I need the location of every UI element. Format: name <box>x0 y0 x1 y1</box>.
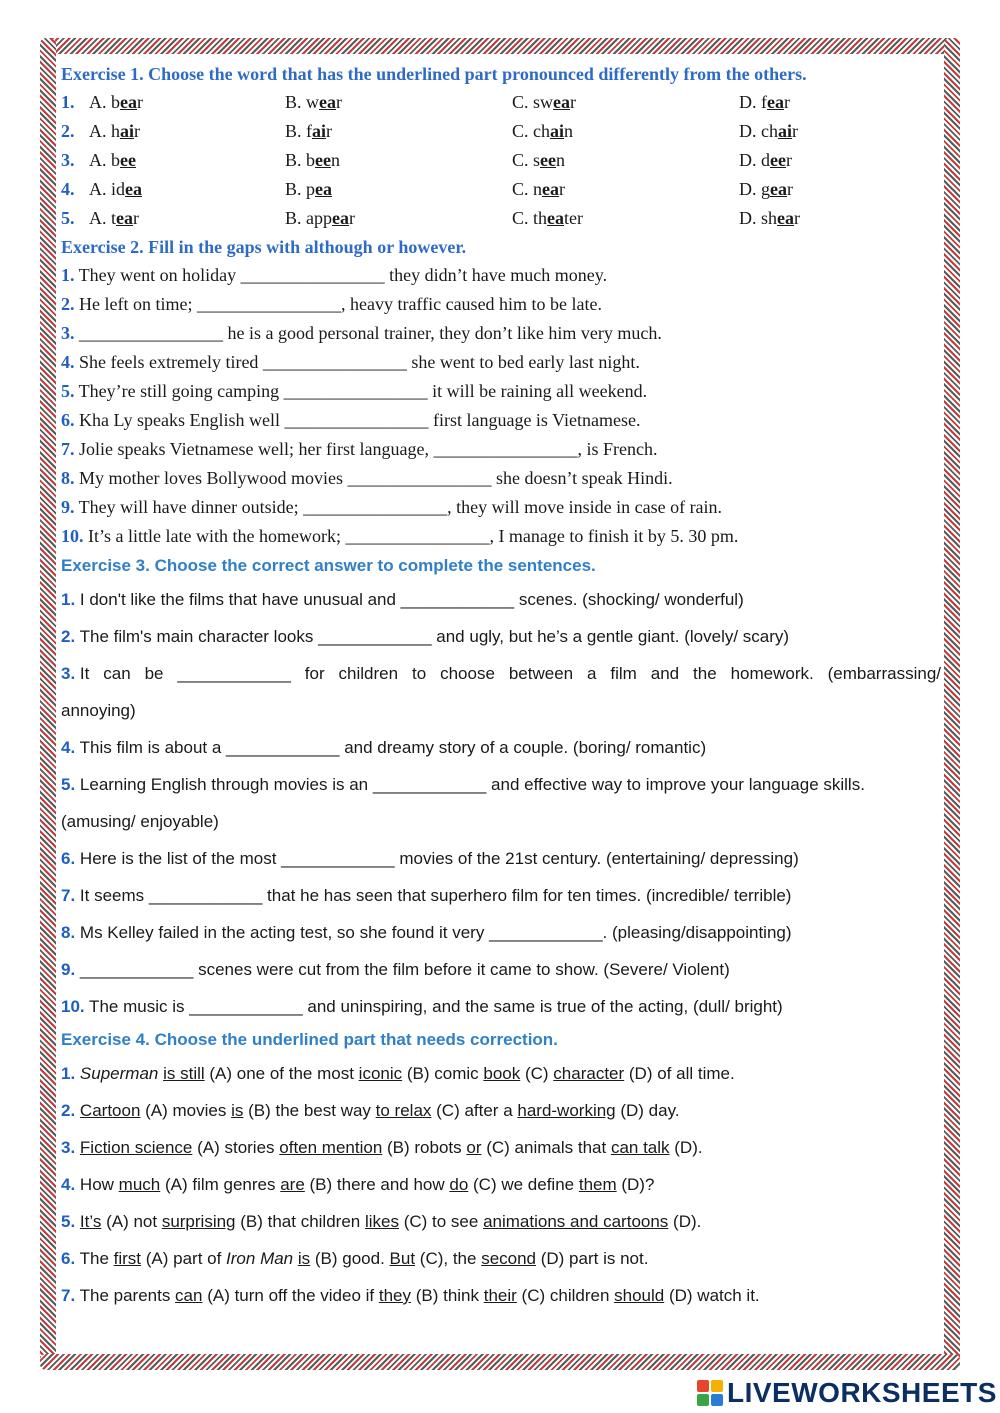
answer-option <box>512 88 739 117</box>
underlined-sound: ee <box>770 150 786 170</box>
underlined-sound: ea <box>767 92 784 112</box>
underlined-part: likes <box>364 1212 399 1231</box>
option-text: r <box>784 92 790 112</box>
underlined-part: their <box>483 1286 517 1305</box>
question-text: It seems ____________ that he has seen that superhero film for ten times. (incredible/ terrible) <box>75 886 792 905</box>
answer-option <box>285 117 512 146</box>
option-text: B. p <box>285 179 316 199</box>
underlined-sound: ea <box>777 208 795 228</box>
underlined-part: It’s <box>79 1212 102 1231</box>
exercise-2-row <box>61 406 941 435</box>
sentence-text: (C) animals that <box>481 1138 611 1157</box>
answer-option <box>739 117 919 146</box>
exercise-3-question <box>61 618 941 655</box>
underlined-sound: ea <box>315 179 333 199</box>
underlined-part: can <box>175 1286 203 1305</box>
sentence-text: (C) children <box>516 1286 615 1305</box>
sentence-text: (D) day. <box>615 1101 680 1120</box>
question-word: be <box>144 664 164 683</box>
sentence-text: (A) part of <box>141 1249 227 1268</box>
liveworksheets-logo <box>697 1378 997 1408</box>
question-number: 1. <box>61 590 76 609</box>
question-text: Jolie speaks Vietnamese well; her first language, ________________, is French. <box>74 439 658 459</box>
question-text: Here is the list of the most ____________ movies of the 21st century. (entertaining/ depressing) <box>75 849 799 868</box>
option-text: B. w <box>285 92 320 112</box>
option-text: B. f <box>285 121 312 141</box>
sentence-text: (A) turn off the video if <box>202 1286 379 1305</box>
question-text: Learning English through movies is an ____________ and effective way to improve your language skills. <box>75 775 865 794</box>
sentence-text: (A) movies <box>140 1101 232 1120</box>
underlined-sound: ee <box>315 150 331 170</box>
sentence-text: (C) <box>520 1064 554 1083</box>
sentence-text: (C), the <box>415 1249 482 1268</box>
exercise-4-list <box>61 1055 941 1314</box>
question-number: 10. <box>61 997 85 1016</box>
question-number: 9. <box>61 960 76 979</box>
underlined-sound: ee <box>540 150 556 170</box>
exercise-3-question <box>61 766 941 803</box>
answer-option <box>285 175 512 204</box>
sentence-text: (A) one of the most <box>204 1064 359 1083</box>
question-text: This film is about a ____________ and dreamy story of a couple. (boring/ romantic) <box>75 738 707 757</box>
exercise-3-question <box>61 988 941 1025</box>
underlined-part: animations and cartoons <box>483 1212 669 1231</box>
answer-option <box>285 204 512 233</box>
answer-option <box>739 146 919 175</box>
exercise-1-row <box>61 175 941 204</box>
question-text-continued: annoying) <box>61 701 136 720</box>
answer-option <box>89 204 285 233</box>
sentence-text: (B) there and how <box>304 1175 450 1194</box>
option-text: r <box>326 121 333 141</box>
sentence-text: (C) after a <box>431 1101 518 1120</box>
question-word: can <box>103 664 131 683</box>
underlined-part: surprising <box>161 1212 236 1231</box>
option-text: C. n <box>512 179 543 199</box>
sentence-text: (D)? <box>616 1175 655 1194</box>
question-word: 3. It <box>61 664 90 683</box>
underlined-sound: ea <box>542 179 560 199</box>
underlined-part: should <box>614 1286 665 1305</box>
answer-option <box>89 146 285 175</box>
exercise-3-question <box>61 840 941 877</box>
question-number: 2. <box>61 294 75 314</box>
question-number: 6. <box>61 1249 76 1268</box>
question-number: 7. <box>61 886 76 905</box>
sentence-text: (B) good. <box>310 1249 390 1268</box>
underlined-part: character <box>553 1064 625 1083</box>
sentence-text: (D). <box>669 1138 703 1157</box>
exercise-2-row <box>61 377 941 406</box>
logo-icon <box>697 1380 723 1406</box>
question-word: ____________ <box>177 664 291 683</box>
option-text: C. sw <box>512 92 554 112</box>
question-word: for <box>304 664 325 683</box>
question-word: to <box>412 664 427 683</box>
option-text: D. g <box>739 179 770 199</box>
exercise-2-row <box>61 522 941 551</box>
exercise-4-row <box>61 1203 941 1240</box>
question-number: 5. <box>61 381 75 401</box>
answer-option <box>89 117 285 146</box>
option-text: C. ch <box>512 121 550 141</box>
underlined-part: Cartoon <box>79 1101 141 1120</box>
question-number: 7. <box>61 1286 76 1305</box>
question-number: 4. <box>61 1175 76 1194</box>
decorative-border-right <box>944 38 960 1370</box>
underlined-part: iconic <box>358 1064 403 1083</box>
underlined-part: is still <box>163 1064 205 1083</box>
option-text: D. d <box>739 150 770 170</box>
option-text: r <box>137 92 143 112</box>
question-word: film <box>610 664 637 683</box>
underlined-part: Fiction science <box>79 1138 193 1157</box>
exercise-2-list <box>61 261 941 551</box>
sentence-text: (B) the best way <box>243 1101 376 1120</box>
exercise-2-row <box>61 261 941 290</box>
exercise-2-row <box>61 493 941 522</box>
option-text: B. b <box>285 150 316 170</box>
question-number: 1. <box>61 92 75 112</box>
sentence-text: (D) part is not. <box>536 1249 649 1268</box>
exercise-4-row <box>61 1055 941 1092</box>
underlined-part: hard-working <box>517 1101 616 1120</box>
underlined-part: is <box>231 1101 244 1120</box>
answer-option <box>512 204 739 233</box>
exercise-1-row <box>61 117 941 146</box>
answer-option <box>739 175 919 204</box>
question-text-continued: (amusing/ enjoyable) <box>61 812 219 831</box>
underlined-part: much <box>118 1175 161 1194</box>
option-text: r <box>336 92 343 112</box>
underlined-part: to relax <box>375 1101 432 1120</box>
underlined-sound: ea <box>547 208 565 228</box>
question-number: 1. <box>61 265 75 285</box>
question-number: 2. <box>61 121 75 141</box>
question-word: (embarrassing/ <box>827 664 941 683</box>
exercise-4-row <box>61 1240 941 1277</box>
underlined-sound: ea <box>120 92 137 112</box>
question-number: 5. <box>61 1212 76 1231</box>
question-number: 4. <box>61 179 75 199</box>
exercise-1-row <box>61 88 941 117</box>
option-text: A. b <box>89 150 120 170</box>
question-word: homework. <box>730 664 814 683</box>
underlined-part: or <box>466 1138 482 1157</box>
option-text: r <box>133 208 139 228</box>
answer-option <box>512 175 739 204</box>
underlined-part: them <box>578 1175 617 1194</box>
question-word: and <box>650 664 680 683</box>
question-text: The film's main character looks ____________ and ugly, but he’s a gentle giant. (lovely/ scary) <box>75 627 790 646</box>
question-text: He left on time; ________________, heavy traffic caused him to be late. <box>74 294 603 314</box>
exercise-2-row <box>61 435 941 464</box>
answer-option <box>285 146 512 175</box>
sentence-text: (A) not <box>101 1212 162 1231</box>
answer-option <box>285 88 512 117</box>
question-number: 8. <box>61 468 75 488</box>
option-text: r <box>349 208 355 228</box>
exercise-3-question <box>61 581 941 618</box>
underlined-sound: ea <box>116 208 133 228</box>
exercise-2-row <box>61 319 941 348</box>
question-word: choose <box>440 664 495 683</box>
underlined-part: But <box>389 1249 416 1268</box>
question-text: ________________ he is a good personal trainer, they don’t like him very much. <box>74 323 662 343</box>
question-number: 3. <box>61 150 75 170</box>
underlined-sound: ea <box>125 179 142 199</box>
exercise-3-title: Exercise 3. Choose the correct answer to complete the sentences. <box>61 556 596 575</box>
sentence-text: The <box>75 1249 114 1268</box>
exercise-1-list <box>61 88 941 233</box>
exercise-2-row <box>61 290 941 319</box>
underlined-sound: ea <box>770 179 787 199</box>
underlined-part: often mention <box>279 1138 383 1157</box>
option-text: D. sh <box>739 208 778 228</box>
sentence-text: (A) film genres <box>160 1175 281 1194</box>
exercise-1-row <box>61 146 941 175</box>
option-text: C. th <box>512 208 548 228</box>
decorative-border-bottom <box>40 1354 960 1370</box>
exercise-3-question <box>61 729 941 766</box>
underlined-sound: ai <box>312 121 327 141</box>
question-number: 1. <box>61 1064 76 1083</box>
sentence-text: (D) of all time. <box>624 1064 735 1083</box>
question-number: 3. <box>61 1138 76 1157</box>
underlined-part: book <box>483 1064 521 1083</box>
question-word: children <box>338 664 399 683</box>
option-text: A. t <box>89 208 116 228</box>
exercise-1-title: Exercise 1. Choose the word that has the underlined part pronounced differently from the others. <box>61 64 807 84</box>
question-text: It’s a little late with the homework; ________________, I manage to finish it by 5. 30 pm. <box>83 526 739 546</box>
option-text: r <box>570 92 577 112</box>
question-number: 3. <box>61 323 75 343</box>
option-text: r <box>785 150 792 170</box>
exercise-3-question <box>61 877 941 914</box>
answer-option <box>89 88 285 117</box>
answer-option <box>739 88 919 117</box>
exercise-1-row <box>61 204 941 233</box>
answer-option <box>512 146 739 175</box>
option-text: D. ch <box>739 121 778 141</box>
worksheet-content <box>61 60 941 1314</box>
question-text: They will have dinner outside; ________________, they will move inside in case of rain. <box>74 497 723 517</box>
italic-title: Superman <box>79 1064 159 1083</box>
underlined-sound: ai <box>778 121 793 141</box>
option-text: r <box>787 179 793 199</box>
question-text: They’re still going camping ________________ it will be raining all weekend. <box>74 381 648 401</box>
question-text: My mother loves Bollywood movies ________________ she doesn’t speak Hindi. <box>74 468 673 488</box>
question-number: 9. <box>61 497 75 517</box>
option-text: r <box>794 208 801 228</box>
question-word: the <box>693 664 717 683</box>
question-text: I don't like the films that have unusual and ____________ scenes. (shocking/ wonderful) <box>75 590 744 609</box>
question-text: ____________ scenes were cut from the film before it came to show. (Severe/ Violent) <box>75 960 730 979</box>
option-text: A. h <box>89 121 120 141</box>
exercise-3-question <box>61 655 941 692</box>
option-text: n <box>564 121 574 141</box>
question-text: She feels extremely tired ________________ she went to bed early last night. <box>74 352 640 372</box>
option-text: D. f <box>739 92 767 112</box>
option-text: C. s <box>512 150 541 170</box>
underlined-part: can talk <box>610 1138 670 1157</box>
underlined-sound: ea <box>553 92 571 112</box>
exercise-2-row <box>61 464 941 493</box>
exercise-3-question <box>61 951 941 988</box>
question-number: 6. <box>61 849 76 868</box>
question-number: 4. <box>61 738 76 757</box>
question-number: 5. <box>61 208 75 228</box>
option-text: r <box>559 179 566 199</box>
question-text: Ms Kelley failed in the acting test, so she found it very ____________. (pleasing/disappointing) <box>75 923 792 942</box>
exercise-3-question <box>61 914 941 951</box>
sentence-text: (D) watch it. <box>664 1286 760 1305</box>
underlined-part: do <box>449 1175 469 1194</box>
sentence-text: (B) that children <box>235 1212 365 1231</box>
underlined-sound: ea <box>319 92 337 112</box>
exercise-2-title: Exercise 2. Fill in the gaps with although or however. <box>61 237 467 257</box>
option-text: n <box>556 150 565 170</box>
option-text: ter <box>564 208 583 228</box>
option-text: B. app <box>285 208 332 228</box>
answer-option <box>512 117 739 146</box>
question-number: 2. <box>61 1101 76 1120</box>
question-word: between <box>508 664 574 683</box>
decorative-border-top <box>40 38 960 54</box>
answer-option <box>89 175 285 204</box>
question-number: 2. <box>61 627 76 646</box>
sentence-text: (D). <box>668 1212 702 1231</box>
sentence-text: (C) to see <box>398 1212 484 1231</box>
underlined-sound: ea <box>332 208 349 228</box>
sentence-text: How <box>75 1175 119 1194</box>
logo-text: LIVEWORKSHEETS <box>727 1377 997 1408</box>
question-text: Kha Ly speaks English well ________________ first language is Vietnamese. <box>74 410 641 430</box>
underlined-part: second <box>481 1249 537 1268</box>
question-number: 7. <box>61 439 75 459</box>
exercise-3-list <box>61 581 941 1025</box>
option-text: r <box>792 121 799 141</box>
sentence-text: (B) think <box>411 1286 484 1305</box>
question-word: a <box>587 664 597 683</box>
option-text: n <box>331 150 340 170</box>
question-number: 6. <box>61 410 75 430</box>
sentence-text: (C) we define <box>468 1175 579 1194</box>
question-number: 4. <box>61 352 75 372</box>
question-number: 8. <box>61 923 76 942</box>
decorative-border-left <box>40 38 56 1370</box>
exercise-4-title: Exercise 4. Choose the underlined part that needs correction. <box>61 1030 558 1049</box>
underlined-sound: ee <box>120 150 136 170</box>
exercise-4-row <box>61 1277 941 1314</box>
exercise-4-row <box>61 1129 941 1166</box>
underlined-part: are <box>280 1175 305 1194</box>
underlined-sound: ai <box>550 121 565 141</box>
answer-option <box>739 204 919 233</box>
question-number: 5. <box>61 775 76 794</box>
sentence-text: (B) robots <box>382 1138 467 1157</box>
underlined-part: they <box>378 1286 411 1305</box>
exercise-4-row <box>61 1092 941 1129</box>
sentence-text: (A) stories <box>192 1138 280 1157</box>
option-text: A. b <box>89 92 120 112</box>
italic-title: Iron Man <box>226 1249 294 1268</box>
option-text: r <box>134 121 141 141</box>
exercise-2-row <box>61 348 941 377</box>
question-number: 10. <box>61 526 84 546</box>
underlined-part: first <box>113 1249 142 1268</box>
sentence-text: The parents <box>75 1286 176 1305</box>
underlined-sound: ai <box>120 121 135 141</box>
question-text: The music is ____________ and uninspiring, and the same is true of the acting, (dull/ bright) <box>84 997 783 1016</box>
sentence-text: (B) comic <box>402 1064 484 1083</box>
question-number: 3. <box>61 664 76 683</box>
exercise-4-row <box>61 1166 941 1203</box>
underlined-part: is <box>297 1249 311 1268</box>
option-text: A. id <box>89 179 125 199</box>
question-text: They went on holiday ________________ they didn’t have much money. <box>74 265 608 285</box>
